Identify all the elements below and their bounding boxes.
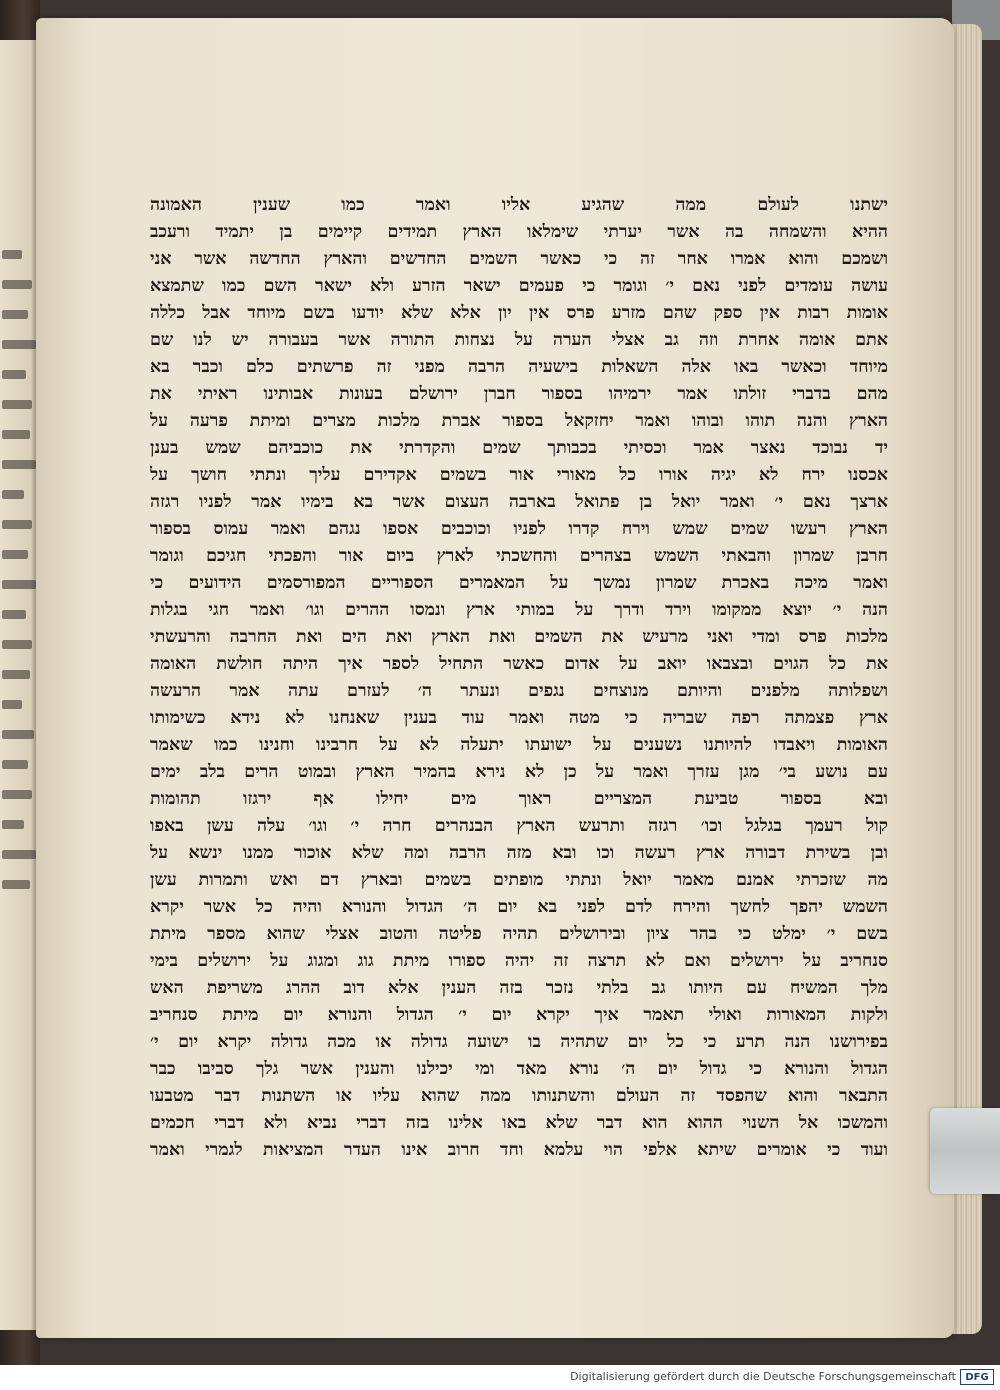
- text-line: מה שזכרתי אמנם מאמר יואל ונתתי מופתים בשמים ובארץ דם ואש ותמרות עשן: [150, 870, 888, 890]
- text-line: חרבן שמרון והבאתי השמש בצהרים והחשכתי לארץ ביום אור והפכתי חגיכם וגומר: [150, 546, 888, 566]
- text-line: הגדול והנורא כי גדול יום ה׳ נורא מאד ומי יכילנו והענין אשר גלך סביבו כבר: [150, 1059, 888, 1079]
- text-line: ישתנו לעולם ממה שהגיע אליו ואמר כמו שענין האמונה: [150, 195, 888, 215]
- text-line: ולקות המאורות ואולי תאמר איך יקרא יום י׳ הגדול והנורא יום מיתת סנחריב: [150, 1005, 888, 1025]
- text-line: מיוחד וכאשר באו אלה השאלות בישעיה הרבה מפני זה פרשתים כלם וכבר בא: [150, 357, 888, 377]
- text-line: אומות רבות אין ספק שהם מזרע פרס אין יון אלא שלא יודעו בשם מיוחד אבל כללה: [150, 303, 888, 323]
- text-line: ארץ פצמתה רפה שבריה כי מטה ואמר עוד בענין שאנחנו לא נידא כשימותו: [150, 708, 888, 728]
- text-line: ובן בשירת דבורה ארץ רעשה וכו ובא מזה הרבה ומה שלא אוכור ממנו ינשא על: [150, 843, 888, 863]
- text-line: אכסנו ירח לא יגיה אורו כל מאורי אור בשמים אקדירם עליך ונתתי חושך על: [150, 465, 888, 485]
- dfg-logo: DFG: [960, 1369, 994, 1385]
- text-line: ושפלותה מלפנים והיותם מנוצחים נגפים ונעתר ה׳ לעזרם עתה אמר הרעשה: [150, 681, 888, 701]
- text-line: בשם י׳ ימלט כי בהר ציון ובירושלים תהיה פליטה והטוב אצלי שהוא מספר מיתת: [150, 924, 888, 944]
- footer-text: Digitalisierung gefördert durch die Deutsche Forschungsgemeinschaft: [570, 1370, 956, 1383]
- text-line: ההיא והשמחה בה אשר יערתי שימלאו הארץ תמידים קיימים בן יתמיד ורעכב: [150, 222, 888, 242]
- text-line: מלך המשיח עם היותו גב בלתי נזכר בזה הענין אלא דוב ההרג משריפת האש: [150, 978, 888, 998]
- text-line: ועוד כי אומרים שיתא אלפי הוי עלמא וחד חרוב אינו העדר המציאות לגמרי ואמר: [150, 1140, 888, 1160]
- hebrew-text-block: [150, 192, 888, 1164]
- page-clip: [930, 1108, 1000, 1194]
- text-line: קול רעמך בגלגל וכו׳ רגזה ותרעש הארץ הבנהרים חרה י׳ וגו׳ עלה עשן באפו: [150, 816, 888, 836]
- text-line: את כל הגוים ובצבאו יואב על אדום כאשר התחיל לספר איך היתה חולשת האומה: [150, 654, 888, 674]
- text-line: השמש יהפך לחשך והירח לדם לפני בא יום ה׳ הגדול והנורא והיה כל אשר יקרא: [150, 897, 888, 917]
- text-line: אתם אומה אחרת וזה גב אצלי הערה על נצחות התורה אשר בעבורה יש לנו שם: [150, 330, 888, 350]
- text-line: מהם בדברי זולתו אמר ירמיהו בספור חברן ירושלם בעונות אבותינו ראיתי את: [150, 384, 888, 404]
- text-line: הארץ רעשו שמים שמש וירח קדרו לפניו וכוכבים אספו נגהם ואמר עמוס בספור: [150, 519, 888, 539]
- text-line: עם נושע בי׳ מגן עזרך ואמר על כן לא נירא בהמיר הארץ ובמוט הרים בלב ימים: [150, 762, 888, 782]
- text-line: ואמר מיכה באכרת שמרון נמשך על המאמרים הספוריים המפורסמים הידועים כי: [150, 573, 888, 593]
- text-line: מלכות פרס ומדי ואני מרעיש את השמים ואת הארץ ואת הים ואת החרבה והרעשתי: [150, 627, 888, 647]
- text-line: והמשכו אל השנוי ההוא הוא דבר שלא באו אלינו בזה דברי נביא ולא דברי חכמים: [150, 1113, 888, 1133]
- text-line: התבאר והוא שהפסד זה העולם והשתנותו ממה שהוא עליו או השתנות דבר מטבעו: [150, 1086, 888, 1106]
- text-line: ושמכם והוא אמרו אחר זה כי כאשר השמים החדשים והארץ החדשה אשר אני: [150, 249, 888, 269]
- text-line: הארץ והנה תוהו ובוהו ואמר יחזקאל בספור אברת מלכות מצרים ומיתת פרעה על: [150, 411, 888, 431]
- text-line: בפירושנו הנה תרע כי כל יום שתהיה בו ישועה גדולה או מכה גדולה יקרא יום י׳: [150, 1032, 888, 1052]
- text-line: האומות ויאבדו להיותנו נשענים על ישועתו יתעלה לא על חרבינו וחנינו כמו שאמר: [150, 735, 888, 755]
- text-line: יד נבוכד נאצר אמר וכסיתי בכבותך שמים והקדרתי את כוכביהם שמש בענן: [150, 438, 888, 458]
- text-line: ארצך נאם י׳ ואמר יואל בן פתואל בארבה העצום אשר בא בימיו אמר לפניו רגזה: [150, 492, 888, 512]
- text-line: הנה י׳ יוצא ממקומו וירד ודרך על במותי ארץ ונמסו ההרים וגו׳ ואמר חגי בגלות: [150, 600, 888, 620]
- text-line: סנחריב על ירושלים ואם לא תרצה זה יהיה ספורו מיתת גוג ומגוג על ירושלים בימי: [150, 951, 888, 971]
- text-line: עושה עומדים לפני נאם י׳ וגומר כי פעמים ישאר הזרע ולא ישאר השם כמו שתמצא: [150, 276, 888, 296]
- text-line: ובא בספור טביעת המצריים ראוך מים יחילו אף ירגזו תהומות: [150, 789, 888, 809]
